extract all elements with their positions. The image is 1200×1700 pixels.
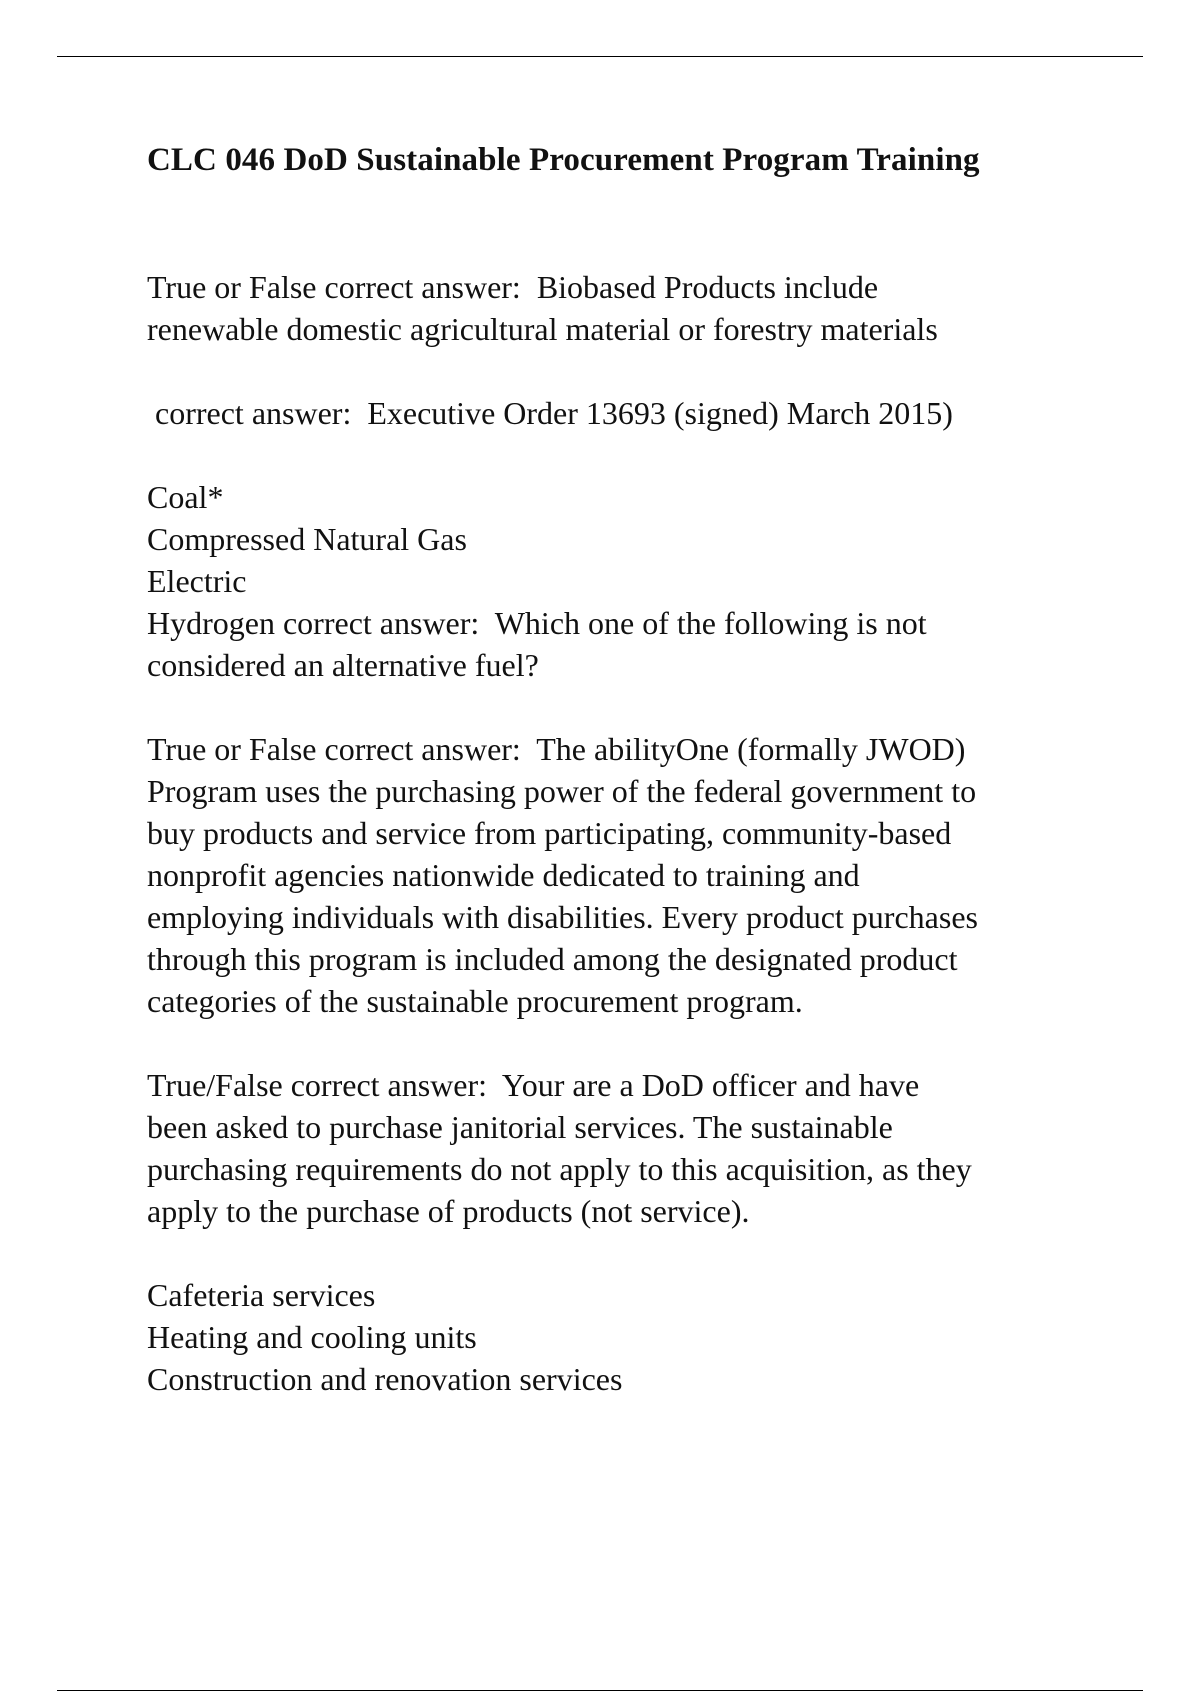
service-list xyxy=(147,1274,1147,1400)
text-line: True or False correct answer: Biobased Products include xyxy=(147,269,879,305)
qa-janitorial-services xyxy=(147,1064,1147,1232)
text-line: employing individuals with disabilities. Every product purchases xyxy=(147,899,978,935)
text-line: correct answer: Executive Order 13693 (signed) March 2015) xyxy=(147,395,953,431)
text-line: Program uses the purchasing power of the federal government to xyxy=(147,773,977,809)
text-line: Coal* xyxy=(147,479,224,515)
text-line: considered an alternative fuel? xyxy=(147,647,539,683)
text-line: been asked to purchase janitorial services. The sustainable xyxy=(147,1109,893,1145)
text-line: buy products and service from participating, community-based xyxy=(147,815,952,851)
text-line: Hydrogen correct answer: Which one of the following is not xyxy=(147,605,927,641)
text-line: nonprofit agencies nationwide dedicated to training and xyxy=(147,857,860,893)
text-line: apply to the purchase of products (not service). xyxy=(147,1193,750,1229)
text-line: Electric xyxy=(147,563,247,599)
qa-biobased-products xyxy=(147,266,1147,350)
qa-alternative-fuel xyxy=(147,476,1147,686)
document-body xyxy=(147,140,1147,1400)
top-divider xyxy=(57,56,1143,57)
list-item: Construction and renovation services xyxy=(147,1361,623,1397)
text-line: renewable domestic agricultural material or forestry materials xyxy=(147,311,938,347)
text-line: Compressed Natural Gas xyxy=(147,521,467,557)
list-item: Heating and cooling units xyxy=(147,1319,477,1355)
text-line: purchasing requirements do not apply to this acquisition, as they xyxy=(147,1151,972,1187)
qa-abilityone-program xyxy=(147,728,1147,1022)
document-title: CLC 046 DoD Sustainable Procurement Program Training xyxy=(147,142,980,178)
text-line: True or False correct answer: The abilityOne (formally JWOD) xyxy=(147,731,966,767)
text-line: categories of the sustainable procurement program. xyxy=(147,983,803,1019)
qa-executive-order xyxy=(147,392,1147,434)
text-line: through this program is included among the designated product xyxy=(147,941,958,977)
text-line: True/False correct answer: Your are a DoD officer and have xyxy=(147,1067,920,1103)
list-item: Cafeteria services xyxy=(147,1277,376,1313)
bottom-divider xyxy=(57,1690,1143,1691)
